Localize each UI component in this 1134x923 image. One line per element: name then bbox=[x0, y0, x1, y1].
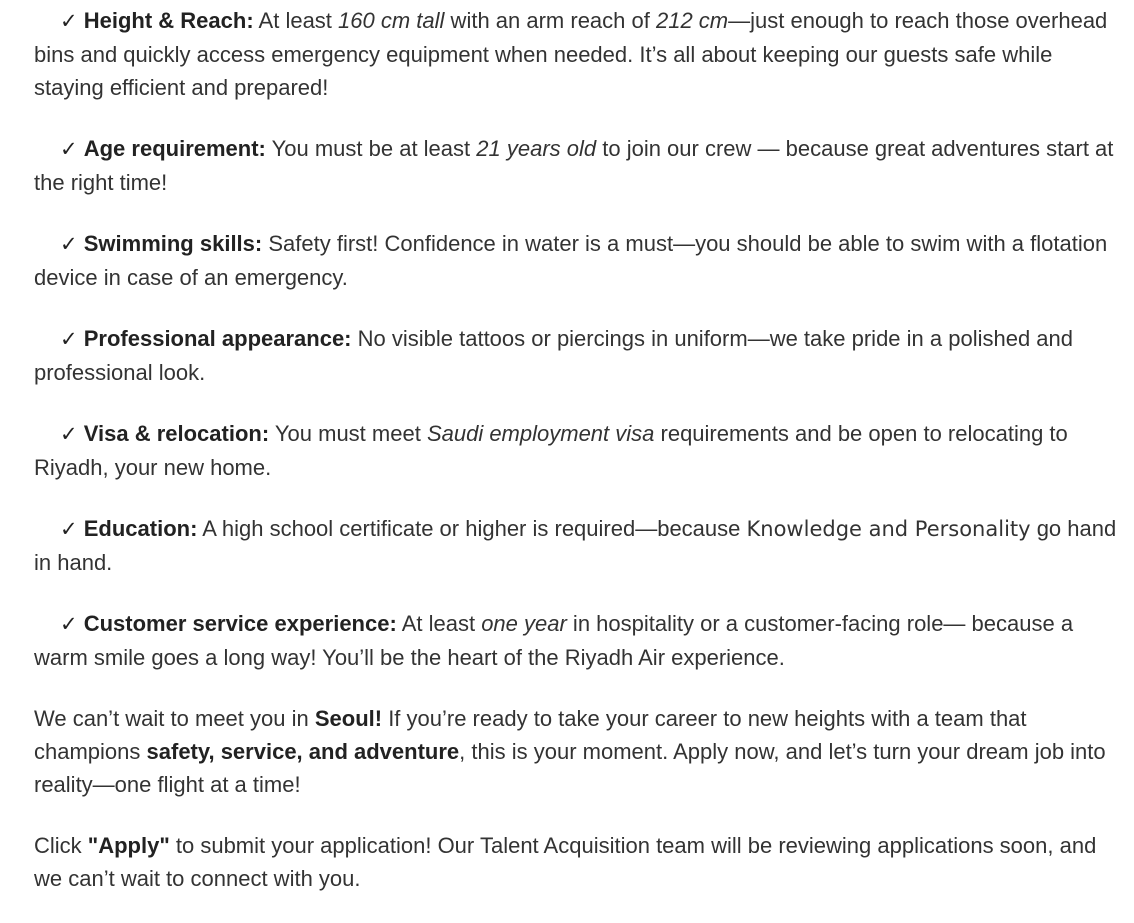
check-icon: ✓ bbox=[60, 232, 78, 256]
check-icon: ✓ bbox=[60, 517, 78, 541]
requirement-swimming: ✓ Swimming skills: Safety first! Confidence in water is a must—you should be able to swim with a flotation device in case of an emergency. bbox=[34, 231, 1108, 290]
check-icon: ✓ bbox=[60, 137, 78, 161]
apply-keyword: "Apply" bbox=[87, 833, 170, 858]
requirement-customer-service: ✓ Customer service experience: At least one year in hospitality or a customer-facing role— because a warm smile goes a long way! You’ll be the heart of the Riyadh Air experience. bbox=[34, 611, 1074, 670]
requirement-appearance: ✓ Professional appearance: No visible tattoos or piercings in uniform—we take pride in a polished and professional look. bbox=[34, 326, 1074, 385]
job-description bbox=[34, 4, 1120, 923]
requirement-title: Height & Reach: bbox=[83, 8, 254, 33]
apply-paragraph: Click "Apply" to submit your application! Our Talent Acquisition team will be reviewing applications soon, and we can’t wait to connect with you. bbox=[34, 833, 1097, 891]
check-icon: ✓ bbox=[60, 9, 78, 33]
requirement-title: Professional appearance: bbox=[83, 326, 352, 351]
requirement-education: ✓ Education: A high school certificate or higher is required—because Knowledge and Personality go hand in hand. bbox=[34, 516, 1117, 575]
requirement-title: Age requirement: bbox=[83, 136, 266, 161]
check-icon: ✓ bbox=[60, 612, 78, 636]
requirement-title: Education: bbox=[83, 516, 198, 541]
requirement-age: ✓ Age requirement: You must be at least 21 years old to join our crew — because great adventures start at the right time! bbox=[34, 136, 1114, 195]
requirement-title: Customer service experience: bbox=[83, 611, 397, 636]
requirement-height-reach: ✓ Height & Reach: At least 160 cm tall with an arm reach of 212 cm—just enough to reach those overhead bins and quickly access emergency equipment when needed. It’s all about keeping our guests safe while staying efficient and prepared! bbox=[34, 8, 1108, 100]
closing-paragraph: We can’t wait to meet you in Seoul! If you’re ready to take your career to new heights with a team that champions safety, service, and adventure, this is your moment. Apply now, and let’s turn your dream job into reality—one flight at a time! bbox=[34, 706, 1106, 797]
check-icon: ✓ bbox=[60, 327, 78, 351]
requirement-visa: ✓ Visa & relocation: You must meet Saudi employment visa requirements and be open to relocating to Riyadh, your new home. bbox=[34, 421, 1068, 480]
check-icon: ✓ bbox=[60, 422, 78, 446]
requirement-title: Swimming skills: bbox=[83, 231, 263, 256]
requirement-title: Visa & relocation: bbox=[83, 421, 270, 446]
